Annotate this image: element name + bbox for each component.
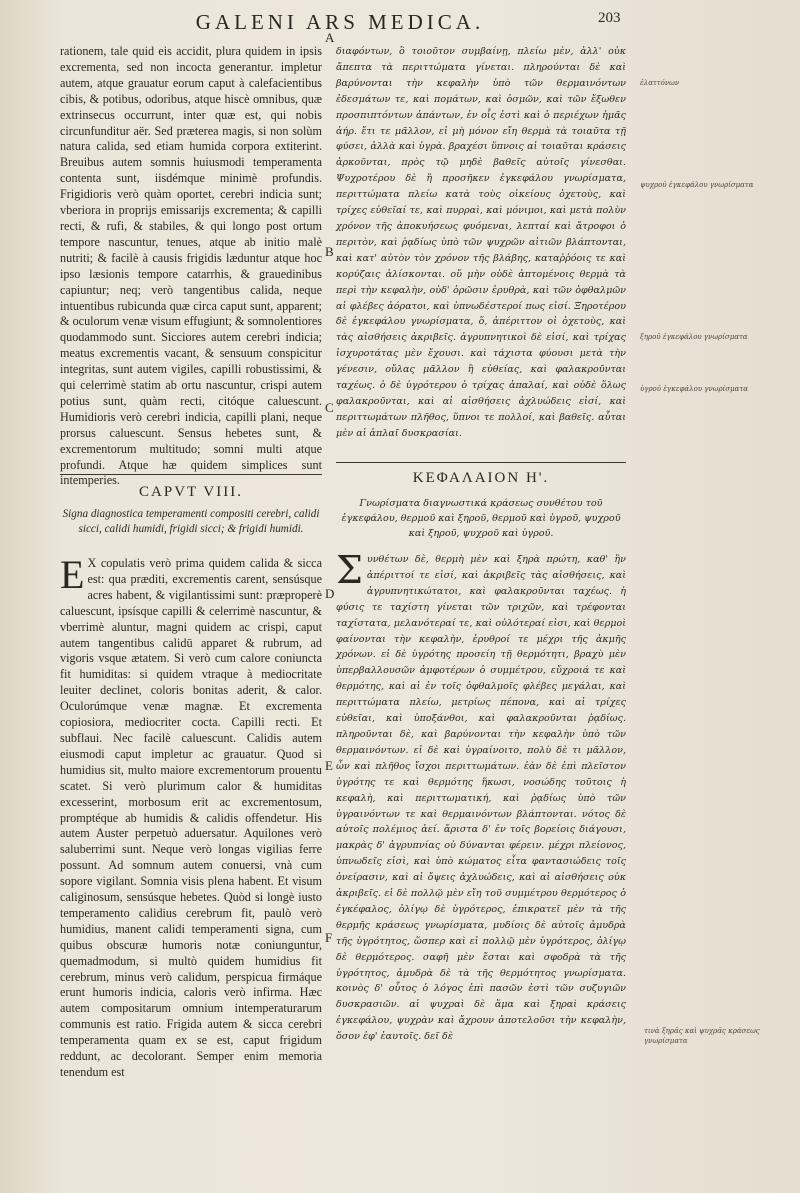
running-header: GALENI ARS MEDICA. — [195, 10, 485, 34]
latin-section-rule — [60, 474, 322, 475]
margin-marker-f: F — [325, 930, 333, 945]
greek-section-rule — [336, 462, 626, 463]
margin-note-4: ὑγροῦ ἐγκεφάλου γνωρίσματα — [640, 385, 748, 393]
latin-drop-cap: E — [60, 552, 85, 597]
margin-note-5: τινὰ ξηρᾶς καὶ ψυχρᾶς κράσεως γνωρίσματα — [644, 1027, 760, 1045]
greek-column-body — [336, 548, 626, 1186]
margin-marker-a: A — [325, 30, 335, 45]
greek-drop-cap: Σ — [336, 548, 363, 592]
margin-note-2: ψυχροῦ ἐγκεφάλου γνωρίσματα — [640, 181, 754, 189]
margin-note-1: ἐλαττόνων — [640, 79, 680, 87]
latin-paragraph-body: X copulatis verò prima quidem calida & sicca est: qua præditi, excrementis carent, sensúsque acres habent, & vigilantissimi sunt: præproperè caluescunt, ipsísque capilli & celerrimè nascuntur, & vberrimè aluntur, magni quidem ac crispi, caput autem tangentibus calidū apparet & rubrum, ad vigoris vsque ætatem. Si verò cum calore coniuncta fit humiditas: si quidem vtraque à mediocritate leuiter declinet, coloris bonitas aderit, & calor. Oculorúmque venæ magnæ. Et excrementa copiosiora, mediocriter cocta. Capilli recti. Et subflaui. Nec facilè caluescunt. Calidis autem eiusmodi caput impletur ac grauatur. Quod si humidius sit, multo maiore excrementorum prouentu scatet. Si verò plurimum calor & humiditas excesserint, morbosum erit ac excrementosum, promptéque ab humidis & calidis offendetur. His autem Auster perpetuò aduersatur. Aquilones verò saluberrimi sunt. Neque verò longas vigilias ferre possunt. Ad somnum autem conuersi, vnà cum sopore vigilant. Somnia visis plena habent. Et visum caliginosum, sensúsque hebetes. Quòd si longè iusto temperamento calidius cerebrum fit, paulò verò humidius, manent calidi temperamenti signa, cum quibus obscuræ humoris notæ coniunguntur, quemadmodum, si multò quidem humidius fit cerebrum, minus verò calidum, perspicua firmáque erunt humoris indicia, caloris verò infirma. Hæc autem compositarum omnium intemperaturarum communis est ratio. Frigida autem & sicca cerebri temperamenta quam ex se est, caput frigidum reddunt, ac decolorant. Semper enim memoria tenendum est — [60, 556, 322, 1079]
greek-column-top — [336, 44, 626, 460]
latin-chapter-heading: CAPVT VIII. — [139, 484, 243, 500]
latin-column-top — [60, 44, 322, 488]
margin-marker-d: D — [325, 586, 335, 601]
latin-paragraph-top: rationem, tale quid eis accidit, plura quidem in ipsis excrementa, sed non incocta generantur. impletur autem, atque grauatur eorum caput à calefacientibus cibis, & potibus, odoribus, atque hiscè omnibus, quæ extrinsecus occurrunt, inter quæ est, qui nobis circunfunditur aër. Sed præterea magis, si non solùm natura calida, sed etiam humida corpora extiterint. Breuibus autem somnis huiusmodi temperamenta contenta sunt, iisdémque minimè profundis. Frigidioris verò quàm oportet, cerebri indicia sunt; vberiora in proprijs emissarijs excrementa; & capilli recti, & rufi, & stabiles, & qui longo post ortum tempore nascuntur, tenues, atque ab initio malè nutriti; & facilè à causis frigidis læduntur atque hoc ipso læsionis tempore catarrhis, & grauedinibus capiuntur; neq; verò tangentibus calida, neque intuentibus rubicunda quæ circa caput sunt, apparent; & oculorum venæ visum effugiunt; & somnolentiores quodammodo sunt. Sicciores autem cerebri indicia; meatus excrementis vacant, & sensuum conspicitur integritas, sunt autem vigiles, capilli robustissimi, & qui celerrimè statim ab ortu nascuntur, crispi autem potius sunt, quàm recti, citóque caluescunt. Humidioris verò cerebri indicia, capilli plani, neque prorsus caluescunt. Sensus hebetes sunt, & excrementorum multitudo; somni multi atque profundi. Atque hæ quidem simplices sunt intemperies. — [60, 44, 322, 488]
latin-chapter-subtitle: Signa diagnostica temperamenti compositi cerebri, calidi sicci, calidi humidi, frigidi sicci; & frigidi humidi. — [62, 508, 320, 535]
greek-paragraph-top: διαφόντων, ὃ τοιοῦτον συμβαίνῃ, πλείω μὲν, ἀλλ' οὐκ ἄπεπτα τὰ περιττώματα γίνεται. πληρούνται δὲ καὶ βαρύνονται τὴν κεφαλὴν ὑπὸ τῶν θερμαινόντων ἐδεσμάτων τε, καὶ πομάτων, καὶ ὀσμῶν, καὶ τῶν ἔξωθεν προσπιπτόντων ἁπάντων, ἐν οἷς ἐστὶ καὶ ὁ περιέχων ἡμᾶς ἀήρ. ἔτι τε μᾶλλον, εἰ μὴ μόνον εἴη θερμὰ τὰ τοιαῦτα τῇ φύσει, ἀλλὰ καὶ ὑγρὰ. βραχέσι ὕπνοις αἱ τοιαῦται κράσεις ἀρκοῦνται, πρὸς τῷ μηδὲ βαθεῖς αὐτοῖς γίνεσθαι. Ψυχροτέρου δὲ ἢ προσῆκεν ἐγκεφάλου γνωρίσματα, περιττώματα πλείω κατὰ τοὺς οἰκείους ὀχετοὺς, καὶ τρίχες εὐθεῖαί τε, καὶ πυρραὶ, καὶ μόνιμοι, καὶ μετὰ πολὺν χρόνον τῆς ἀποκυήσεως φυόμεναι, λεπταί καὶ ἄτροφοι ὁ περιτὸν, καὶ ῥᾳδίως ὑπὸ τῶν ψυχρῶν αἰτιῶν βλάπτονται, καὶ κατ' αὐτὸν τὸν χρόνον τῆς βλάβης, καταῤῥόοις τε καὶ κορύζαις ἁλίσκονται. οὔ μὴν οὐδὲ ἁπτομένοις θερμὰ τὰ περὶ τὴν κεφαλὴν, οὐδ' ὁρῶσιν ἐρυθρὰ, καὶ τῶν ὀφθαλμῶν αἱ φλέβες ἀόρατοι, καὶ ὑπνωδέστεροί πως εἰσί. Ξηροτέρου δὲ ἐγκεφάλου γνωρίσματα, ὅ, ἀπέριττον οἱ ὀχετοὺς, καὶ τὰς αἰσθήσεις ἀκριβεῖς. ἀγρυπνητικοὶ δὲ εἰσί, καὶ τρίχας ἰσχυροτάτας μὲν ἔχουσι. καὶ τάχιστα φύουσι μετὰ τὴν γένεσιν, οὔλας μᾶλλον ἢ εὐθείας, καὶ φαλακροῦνται ταχέως. ὁ δὲ ὑγρότερου ὁ τρίχας ἁπαλαί, καὶ οὐδὲ ὅλως φαλακροῦνται, καὶ αἱ αἰσθήσεις ἀχλυώδεις εἰσί, καὶ περιττωμάτων πλῆθος, ὕπνοι τε πολλοί, καὶ βαθεῖς. αὗται μὲν αἱ ἁπλαῖ δυσκρασίαι. — [336, 46, 626, 439]
margin-marker-c: C — [325, 400, 334, 415]
margin-marker-b: B — [325, 244, 334, 259]
greek-chapter-heading: ΚΕΦΑΛΑΙΟΝ Η'. — [412, 470, 550, 486]
margin-note-3: ξηροῦ ἐγκεφάλου γνωρίσματα — [640, 333, 748, 341]
latin-column-body — [60, 552, 322, 1186]
margin-marker-e: E — [325, 758, 333, 773]
greek-chapter-subtitle: Γνωρίσματα διαγνωστικά κράσεως συνθέτου τοῦ ἐγκεφάλου, θερμοῦ καὶ ξηροῦ, θερμοῦ καὶ ὑγροῦ, ψυχροῦ καὶ ξηροῦ, ψυχροῦ καὶ ὑγροῦ. — [341, 498, 621, 539]
page-number: 203 — [598, 10, 621, 26]
greek-paragraph-body: υνθέτων δὲ, θερμὴ μὲν καὶ ξηρὰ πρώτη, καθ' ἣν ἀπέριττοί τε εἰσί, καὶ ἀκριβεῖς τὰς αἰσθήσεις, καὶ ἀγρυπνητικώτατοι, καὶ φαλακροῦνται ταχέως. ἡ φύσις τε ταχίστη γίνεται τῶν τριχῶν, καὶ τρέφονται ταχίστατα, μελανότεραί τε, καὶ οὐλότεραί εἰσι, καὶ θερμοὶ φαίνονται τὴν κεφαλὴν, ἐρυθροί τε μέχρι τῆς ἀκμῆς χρόνων. εἰ δὲ ὑγρότης προσείη τῇ θερμότητι, βραχὺ μὲν ὑπερβαλλουσῶν ἀμφοτέρων ὁ συμμέτρου, εὔχροιά τε καὶ θερμότης, καὶ αἱ ἐν τοῖς ὀφθαλμοῖς φλέβες μεγάλαι, καὶ περιττώματα πλείω, μετρίως πέπονα, καὶ αἱ τρίχες εὐθεῖαι, καὶ ὑποξάνθοι, καὶ φαλακροῦνται ῥᾳδίως. πληροῦνται δὲ, καὶ βαρύνονται τὴν κεφαλὴν ὑπὸ τῶν θερμαινόντων. εἰ δὲ καὶ ὑγραίνοιτο, πολὺ δὲ τι μᾶλλον, ὧν καὶ πλῆθος ἴσχοι περιττωμάτων. ἐὰν δὲ ἐπὶ πλεῖστον ὑγρότης τε καὶ θερμότης ἥκωσι, νοσώδης τοῦτοις ἡ κεφαλὴ, καὶ περιττωματική, καὶ ῥᾳδίως ὑπὸ τῶν ὑγραινόντων τε καὶ θερμαινόντων βλάπτονται. νότος δὲ αὐτοῖς πολέμιος ἀεί. ἄριστα δ' ἐν τοῖς βορείοις διάγουσι, μακρὰς δ' ἀγρυπνίας οὐ δύνανται φέρειν. μέχρι πλείονος, ὑπνωδεῖς εἰσὶ, καὶ ὑπὸ κώματος εἶτα φαντασιώδεις τοῖς ὀνείρασιν, καὶ αἱ ὄψεις ἀχλυώδεις, καὶ αἱ αἰσθήσεις οὐκ ἀκριβεῖς. εἰ δὲ πολλῷ μὲν εἴη τοῦ συμμέτρου θερμότερος ὁ ἐγκέφαλος, ὀλίγῳ δὲ ὑγρότερος, ἐπικρατεῖ μὲν τὰ τῆς θερμῆς κράσεως γνωρίσματα, μυδίοις δὲ αὐτοῖς ἀμυδρὰ τῆς ὑγρότητος, ὥσπερ καὶ εἰ πολλῷ μὲν ὑγρότερος, ὀλίγῳ δὲ θερμότερος. σαφῆ μὲν ἔσται καὶ σφοδρὰ τὰ τῆς ὑγρότητος, ἀμυδρὰ δὲ τὰ τῆς θερμότητος γνωρίσματα. κοινὸς δ' οὗτος ὁ λόγος ἐπὶ πασῶν ἐστὶ τῶν συζυγιῶν δυσκρασιῶν. αἱ ψυχραὶ δὲ ἅμα καὶ ξηραὶ κράσεις ἐγκεφάλου, ψυχρὰν καὶ ἄχρουν ἀποτελοῦσι τὴν κεφαλὴν, ὅσον ἐφ' ἑαυτοῖς. δεῖ δὲ — [336, 554, 626, 1043]
